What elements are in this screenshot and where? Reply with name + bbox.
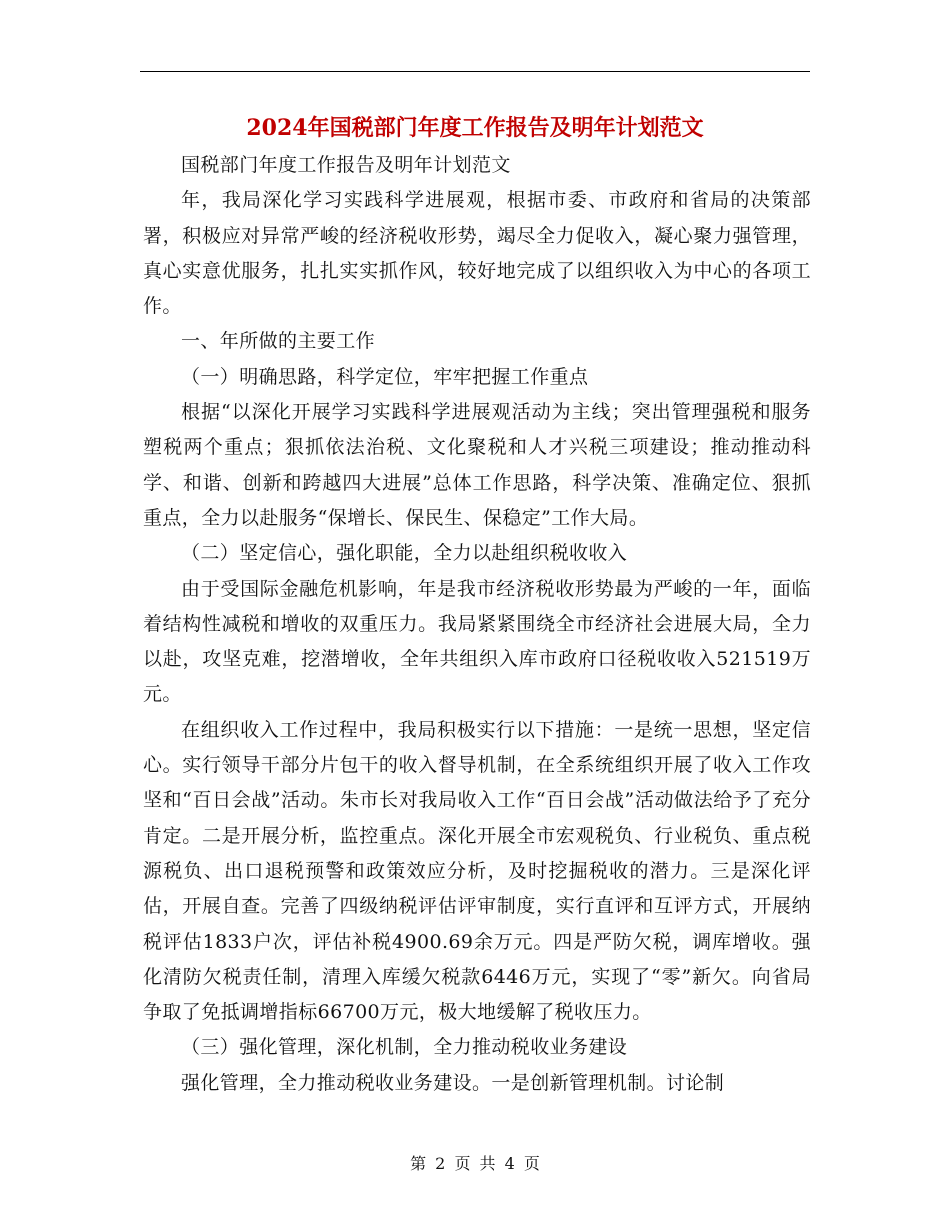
paragraph-revenue: 由于受国际金融危机影响，年是我市经济税收形势最为严峻的一年，面临着结构性减税和增收的双重压力。我局紧紧围绕全市经济社会进展大局，全力以赴，攻坚克难，挖潜增收，全年共组织入库市政府口径税收收入521519万元。	[143, 577, 811, 706]
document-body	[143, 148, 811, 1101]
paragraph-subtitle: 国税部门年度工作报告及明年计划范文	[181, 154, 511, 176]
paragraph-measures: 在组织收入工作过程中，我局积极实行以下措施：一是统一思想，坚定信心。实行领导干部分片包干的收入督导机制，在全系统组织开展了收入工作攻坚和“百日会战”活动。朱市长对我局收入工作“百日会战”活动做法给予了充分肯定。二是开展分析，监控重点。深化开展全市宏观税负、行业税负、重点税源税负、出口退税预警和政策效应分析，及时挖掘税收的潜力。三是深化评估，开展自查。完善了四级纳税评估评审制度，实行直评和互评方式，开展纳税评估1833户次，评估补税4900.69余万元。四是严防欠税，调库增收。强化清防欠税责任制，清理入库缓欠税款6446万元，实现了“零”新欠。向省局争取了免抵调增指标66700万元，极大地缓解了税收压力。	[143, 718, 811, 1024]
section-heading-1: 一、年所做的主要工作	[181, 330, 376, 353]
subsection-heading-2: （二）坚定信心，强化职能，全力以赴组织税收收入	[181, 542, 628, 565]
paragraph-management: 强化管理，全力推动税收业务建设。一是创新管理机制。讨论制	[181, 1071, 725, 1094]
document-title: 2024年国税部门年度工作报告及明年计划范文	[246, 115, 704, 141]
header-rule	[140, 71, 810, 72]
paragraph-intro: 年，我局深化学习实践科学进展观，根据市委、市政府和省局的决策部署，积极应对异常严峻的经济税收形势，竭尽全力促收入，凝心聚力强管理，真心实意优服务，扎扎实实抓作风，较好地完成了以组织收入为中心的各项工作。	[143, 189, 811, 318]
page-number-footer: 第 2 页 共 4 页	[410, 1154, 540, 1173]
subsection-heading-1: （一）明确思路，科学定位，牢牢把握工作重点	[181, 365, 589, 388]
paragraph-work-approach: 根据“以深化开展学习实践科学进展观活动为主线；突出管理强税和服务塑税两个重点；狠抓依法治税、文化聚税和人才兴税三项建设；推动推动科学、和谐、创新和跨越四大进展”总体工作思路，科学决策、准确定位、狠抓重点，全力以赴服务“保增长、保民生、保稳定”工作大局。	[143, 401, 811, 529]
subsection-heading-3: （三）强化管理，深化机制，全力推动税收业务建设	[181, 1036, 628, 1059]
